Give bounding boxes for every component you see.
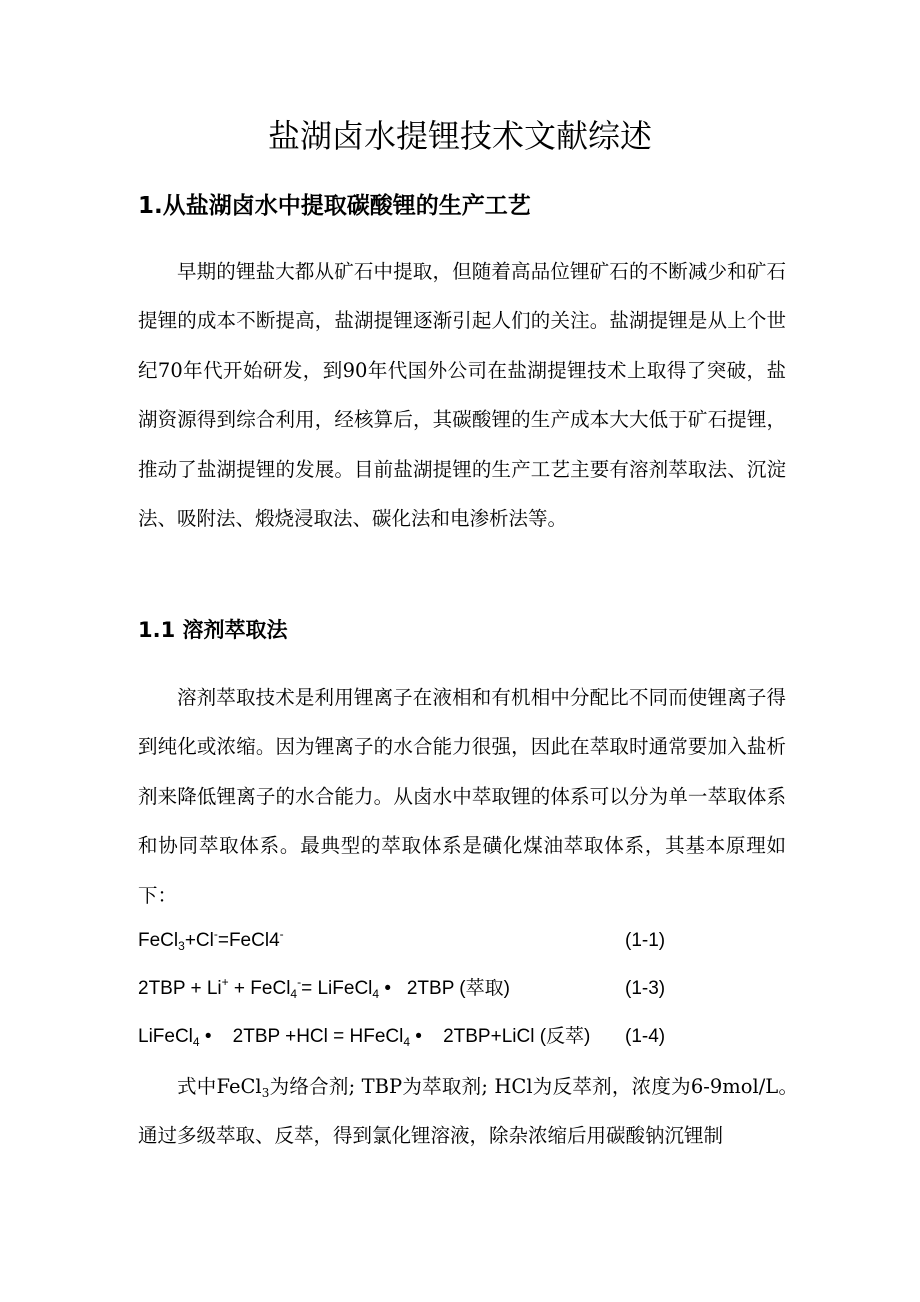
equation-text: LiFeCl: [138, 1026, 193, 1047]
equation-text: =FeCl4: [217, 930, 280, 951]
document-title: 盐湖卤水提锂技术文献综述: [267, 117, 652, 155]
equation-text: +Cl: [184, 930, 214, 951]
equation-text: FeCl: [138, 930, 179, 951]
equation-number: (1-1): [625, 930, 666, 951]
equation-text: • 2TBP+LiCl (反萃): [410, 1026, 591, 1047]
equation-1-4-body: [138, 1022, 590, 1052]
equation-superscript: -: [279, 927, 284, 941]
equation-1-3: [138, 974, 788, 1004]
closing-subscript: 3: [261, 1086, 270, 1100]
section-1-1-paragraph: 溶剂萃取技术是利用锂离子在液相和有机相中分配比不同而使锂离子得到纯化或浓缩。因为锂离子的水合能力很强，因此在萃取时通常要加入盐析剂来降低锂离子的水合能力。从卤水中萃取锂的体系可以分为单一萃取体系和协同萃取体系。最典型的萃取体系是磺化煤油萃取体系，其基本原理如下：: [138, 686, 786, 907]
equation-superscript: -: [213, 927, 218, 941]
equation-subscript: 4: [192, 1035, 200, 1049]
equation-subscript: 4: [290, 987, 298, 1001]
equation-subscript: 4: [403, 1035, 411, 1049]
closing-text: 为络合剂; TBP为萃取剂; HCl为反萃剂，浓度为6-9mol/L。通过多级萃取、反萃，得到氯化锂溶液，除杂浓缩后用碳酸钠沉锂制: [138, 1075, 799, 1148]
equation-text: + FeCl: [228, 978, 291, 999]
section-heading-1: 1.从盐湖卤水中提取碳酸锂的生产工艺: [138, 193, 531, 219]
equation-1-4: [138, 1022, 788, 1052]
equation-superscript: +: [221, 975, 229, 989]
equation-superscript: -: [297, 975, 302, 989]
equation-number: (1-4): [625, 1026, 666, 1047]
equation-text: 2TBP + Li: [138, 978, 222, 999]
closing-text: 式中FeCl: [177, 1075, 262, 1098]
section-heading-1-1: 1.1 溶剂萃取法: [138, 618, 288, 642]
equation-text: = LiFeCl: [301, 978, 373, 999]
equation-1-1: [138, 926, 788, 956]
equation-subscript: 3: [178, 939, 185, 953]
closing-paragraph: [138, 1062, 798, 1161]
equation-subscript: 4: [372, 987, 380, 1001]
equation-text: • 2TBP +HCl = HFeCl: [199, 1026, 404, 1047]
equation-1-3-body: [138, 974, 510, 1004]
equation-1-1-body: [138, 926, 284, 956]
section-1-paragraph: 早期的锂盐大都从矿石中提取，但随着高品位锂矿石的不断减少和矿石提锂的成本不断提高，盐湖提锂逐渐引起人们的关注。盐湖提锂是从上个世纪70年代开始研发，到90年代国外公司在盐湖提锂技术上取得了突破，盐湖资源得到综合利用，经核算后，其碳酸锂的生产成本大大低于矿石提锂，推动了盐湖提锂的发展。目前盐湖提锂的生产工艺主要有溶剂萃取法、沉淀法、吸附法、煅烧浸取法、碳化法和电渗析法等。: [138, 260, 786, 531]
equation-text: • 2TBP (萃取): [379, 978, 510, 999]
equation-number: (1-3): [625, 978, 666, 999]
